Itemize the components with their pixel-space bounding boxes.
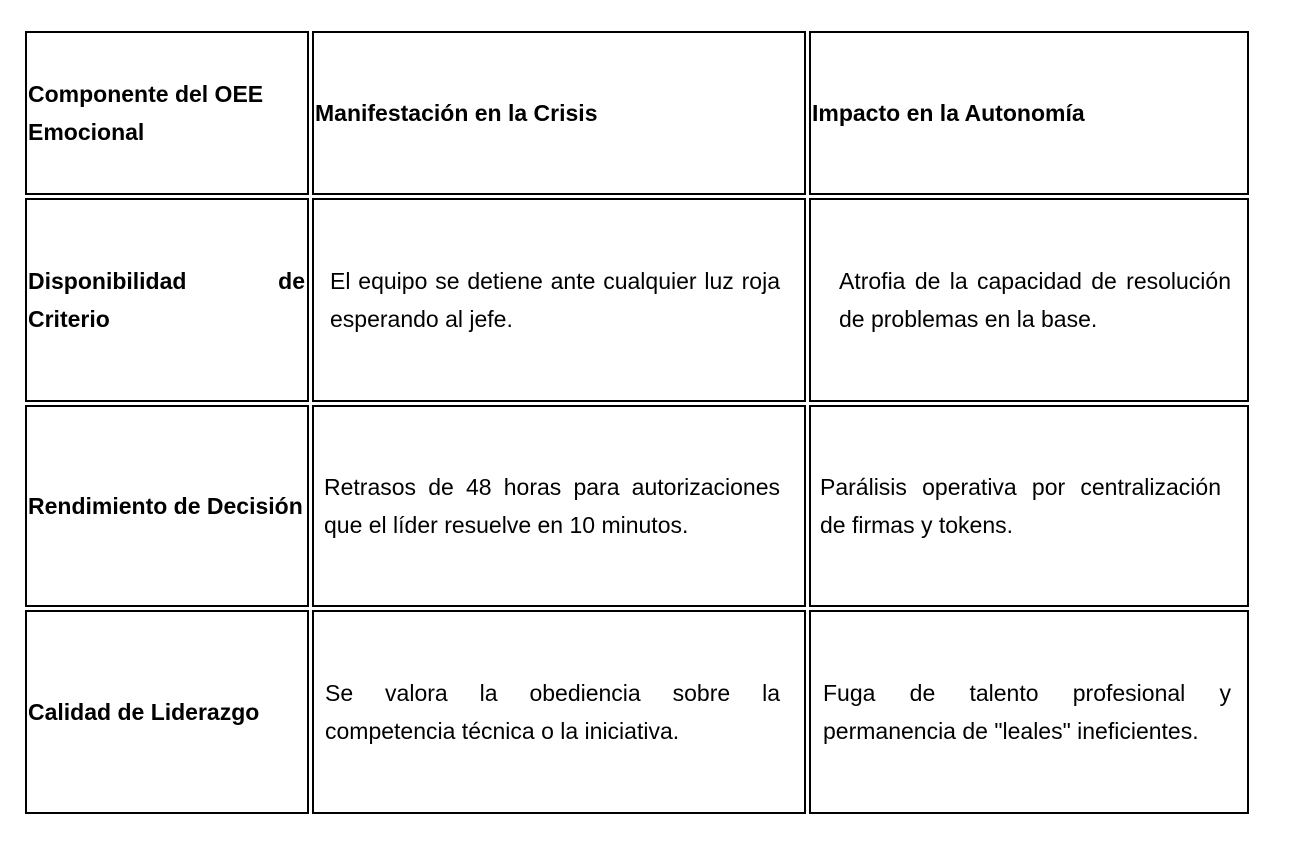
table-row: [25, 198, 1249, 402]
row-manifestation-cell: [312, 405, 806, 607]
header-label: Impacto en la Autonomía: [812, 100, 1085, 126]
header-cell-component: [25, 31, 309, 195]
table-header-row: [25, 31, 1249, 195]
row-impact-cell: [809, 198, 1249, 402]
component-label: Rendimiento de Decisión: [28, 493, 303, 519]
row-manifestation-cell: [312, 610, 806, 814]
manifestation-text: El equipo se detiene ante cualquier luz roja esperando al jefe.: [330, 268, 780, 332]
row-component-cell: [25, 405, 309, 607]
component-label: Disponibilidad de Criterio: [28, 268, 305, 332]
manifestation-text: Se valora la obediencia sobre la competencia técnica o la iniciativa.: [325, 680, 780, 744]
impact-text: Fuga de talento profesional y permanencia de "leales" ineficientes.: [823, 680, 1231, 744]
table-row: [25, 610, 1249, 814]
header-label: Manifestación en la Crisis: [315, 100, 598, 126]
row-impact-cell: [809, 405, 1249, 607]
row-component-cell: [25, 198, 309, 402]
row-component-cell: [25, 610, 309, 814]
table-row: [25, 405, 1249, 607]
impact-text: Parálisis operativa por centralización de firmas y tokens.: [820, 474, 1221, 538]
impact-text: Atrofia de la capacidad de resolución de problemas en la base.: [839, 268, 1231, 332]
row-manifestation-cell: [312, 198, 806, 402]
oee-emotional-table: [22, 28, 1252, 817]
header-cell-manifestation: [312, 31, 806, 195]
header-label: Componente del OEE Emocional: [28, 81, 264, 145]
header-cell-impact: [809, 31, 1249, 195]
row-impact-cell: [809, 610, 1249, 814]
component-label: Calidad de Liderazgo: [28, 699, 260, 725]
manifestation-text: Retrasos de 48 horas para autorizaciones que el líder resuelve en 10 minutos.: [324, 474, 780, 538]
